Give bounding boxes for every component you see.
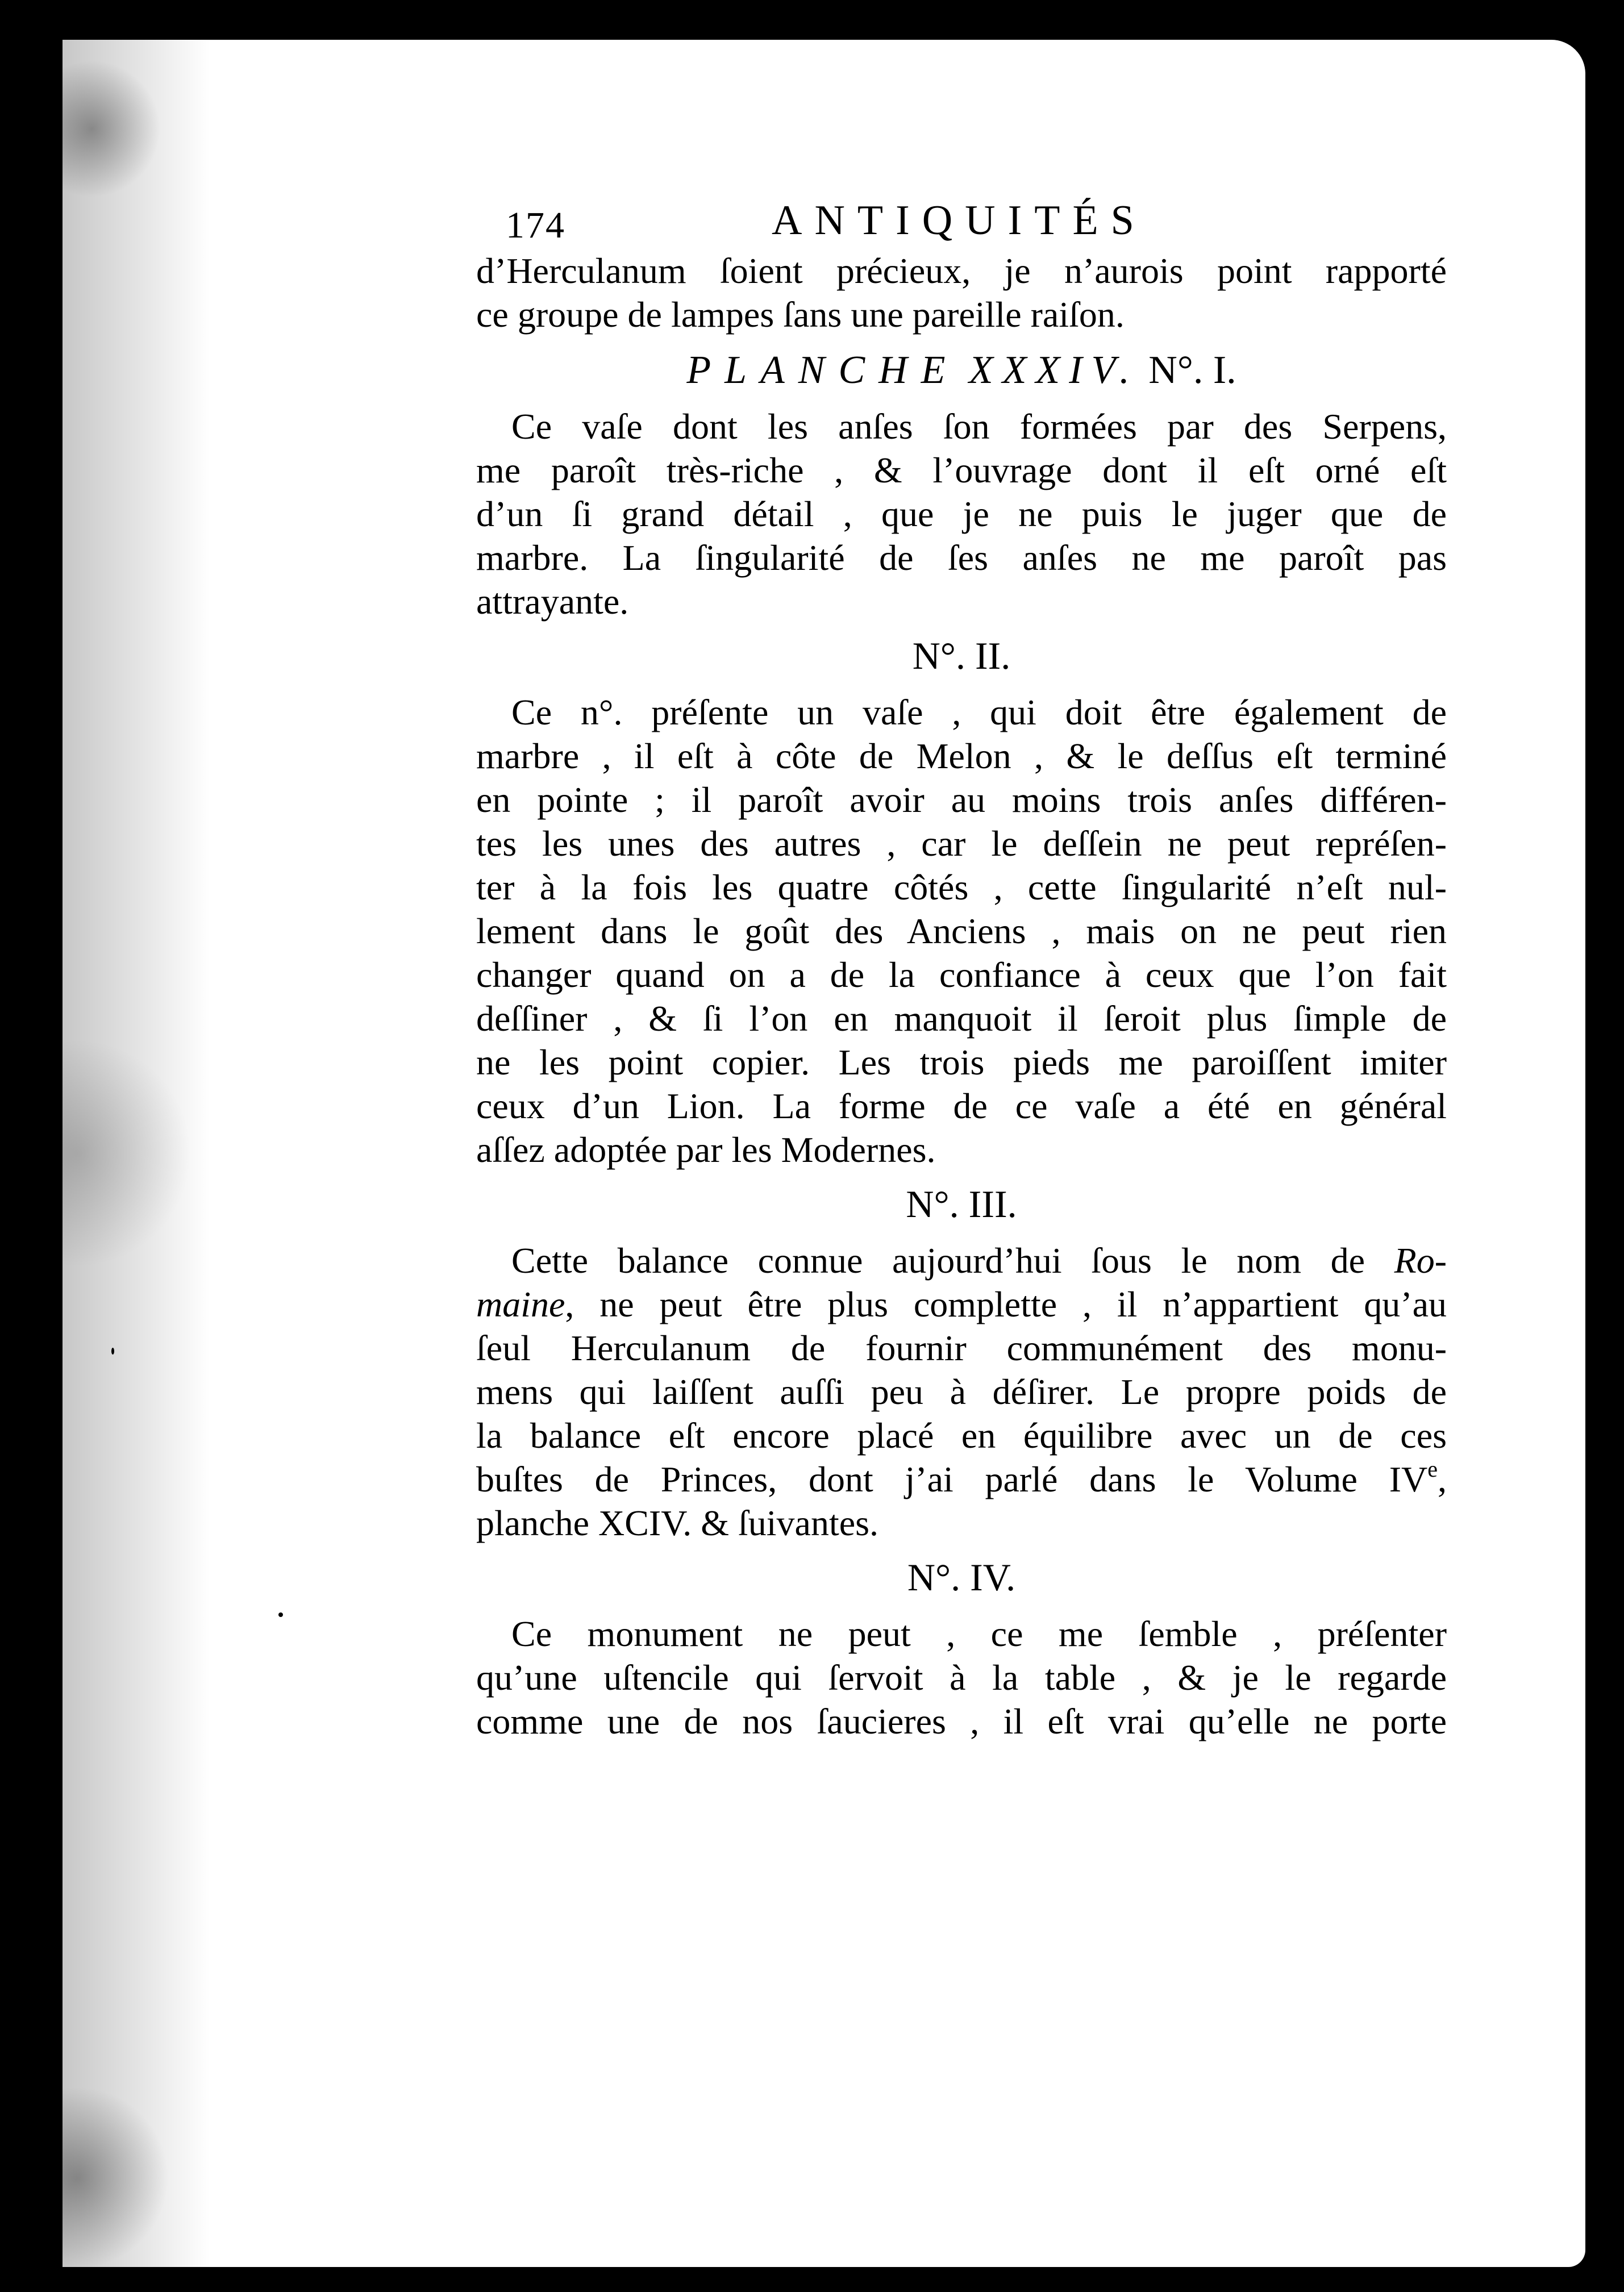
gutter-shadow xyxy=(63,40,210,2267)
plate-label: PLANCHE xyxy=(686,348,959,392)
plate-heading xyxy=(476,342,1447,399)
text-line: me paroît très-riche , & l’ouvrage dont il eſt orné eſt xyxy=(476,450,1447,490)
running-title: ANTIQUITÉS xyxy=(772,197,1147,244)
text-run: , ne peut être plus complette , il n’appartient qu’au xyxy=(565,1284,1447,1324)
text-line: Ce n°. préſente un vaſe , qui doit être également de xyxy=(511,692,1447,732)
section-heading-4: N°. IV. xyxy=(907,1556,1016,1599)
paragraph-entry-3 xyxy=(476,1239,1447,1545)
text-line: lement dans le goût des Anciens , mais on ne peut rien xyxy=(476,911,1447,951)
text-line: Ce monument ne peut , ce me ſemble , préſenter xyxy=(511,1614,1447,1654)
text-run: buſtes de Princes, dont j’ai parlé dans le Volume IV xyxy=(476,1459,1428,1499)
entry-number: N°. I. xyxy=(1148,348,1236,392)
text-line: ceux d’un Lion. La forme de ce vaſe a été en général xyxy=(476,1086,1447,1126)
text-line: d’Herculanum ſoient précieux, je n’aurois point rapporté xyxy=(476,251,1447,291)
text-run: Cette balance connue aujourd’hui ſous le nom de xyxy=(511,1240,1365,1281)
text-line: la balance eſt encore placé en équilibre avec un de ces xyxy=(476,1415,1447,1456)
running-head xyxy=(476,193,1447,249)
text-line: mens qui laiſſent auſſi peu à déſirer. Le propre poids de xyxy=(476,1372,1447,1412)
text-line: aſſez adoptée par les Modernes. xyxy=(476,1130,936,1170)
italic-term: maine xyxy=(476,1284,565,1324)
text-line: comme une de nos ſaucieres , il eſt vrai qu’elle ne porte xyxy=(476,1701,1447,1741)
superscript: e xyxy=(1427,1456,1438,1482)
text-run: , xyxy=(1438,1459,1447,1499)
text-line: changer quand on a de la confiance à ceux que l’on fait xyxy=(476,955,1447,995)
text-line xyxy=(476,1457,1447,1501)
paragraph-entry-4 xyxy=(476,1612,1447,1743)
margin-speck xyxy=(111,1348,114,1355)
text-line: ne les point copier. Les trois pieds me paroiſſent imiter xyxy=(476,1042,1447,1082)
italic-term: Ro- xyxy=(1394,1240,1447,1281)
text-line: deſſiner , & ſi l’on en manquoit il ſeroit plus ſimple de xyxy=(476,998,1447,1039)
text-line: ter à la fois les quatre côtés , cette ſingularité n’eſt nul- xyxy=(476,867,1447,907)
page-number: 174 xyxy=(506,205,565,246)
intro-paragraph xyxy=(476,249,1447,336)
text-line: en pointe ; il paroît avoir au moins trois anſes différen- xyxy=(476,780,1447,820)
section-heading-3: N°. III. xyxy=(906,1182,1017,1226)
text-line: qu’une uſtencile qui ſervoit à la table , & je le regarde xyxy=(476,1657,1447,1698)
text-line: ce groupe de lampes ſans une pareille raiſon. xyxy=(476,294,1125,335)
text-line: ſeul Herculanum de fournir communément des monu- xyxy=(476,1328,1447,1368)
text-line: d’un ſi grand détail , que je ne puis le juger que de xyxy=(476,494,1447,534)
text-line: Ce vaſe dont les anſes ſon formées par des Serpens, xyxy=(511,406,1447,447)
text-line xyxy=(476,1282,1447,1326)
text-block xyxy=(476,193,1447,1743)
text-line: tes les unes des autres , car le deſſein ne peut repréſen- xyxy=(476,823,1447,864)
section-heading-2: N°. II. xyxy=(912,634,1011,677)
paragraph-entry-1 xyxy=(476,405,1447,623)
text-line xyxy=(476,1239,1447,1282)
text-line: attrayante. xyxy=(476,581,629,622)
text-line: marbre. La ſingularité de ſes anſes ne me paroît pas xyxy=(476,537,1447,578)
margin-speck xyxy=(278,1612,283,1617)
plate-number: XXXIV. xyxy=(968,348,1139,392)
text-line: marbre , il eſt à côte de Melon , & le deſſus eſt terminé xyxy=(476,736,1447,776)
text-line: planche XCIV. & ſuivantes. xyxy=(476,1503,879,1543)
paragraph-entry-2 xyxy=(476,690,1447,1172)
